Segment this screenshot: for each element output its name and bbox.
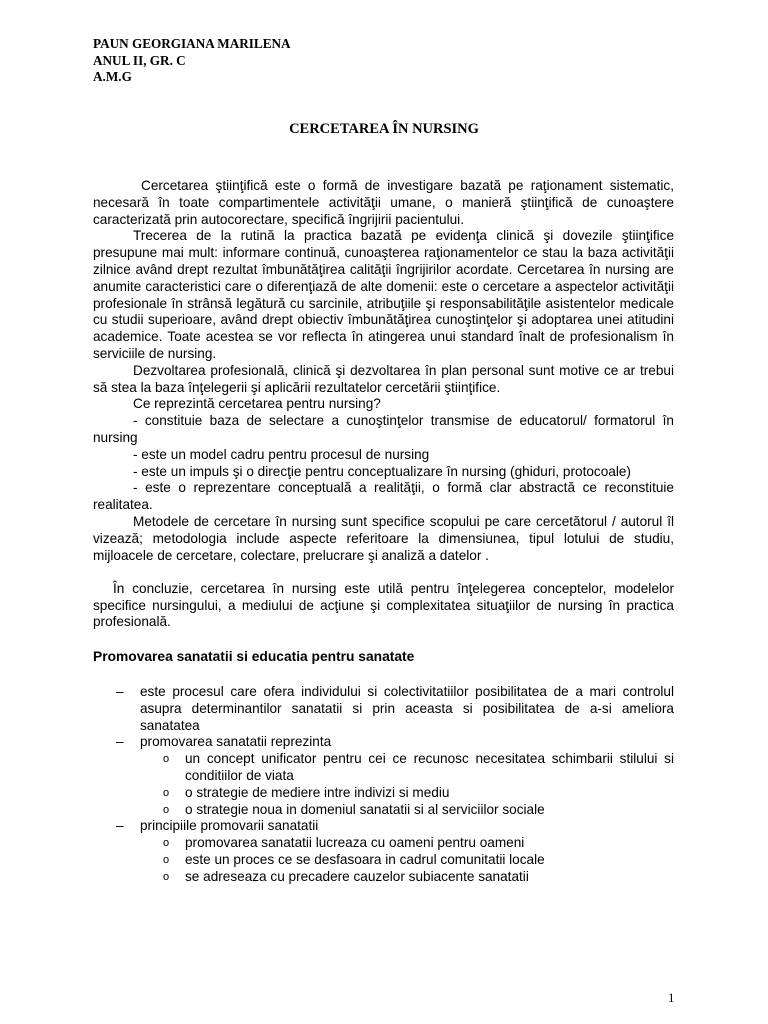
list-item: - este un model cadru pentru procesul de nursing — [133, 446, 430, 462]
paragraph: Ce reprezintă cercetarea pentru nursing? — [133, 396, 381, 412]
sub-list-item — [93, 751, 674, 785]
list-item: - constituie baza de selectare a cunoştinţelor transmise de educatorul/ formatorul în nursing — [93, 413, 674, 445]
sub-list-item — [93, 869, 674, 886]
list-item: - este un impuls şi o direcţie pentru conceptualizare în nursing (ghiduri, protocoale) — [133, 463, 631, 479]
sub-list-item-text: se adreseaza cu precadere cauzelor subiacente sanatatii — [185, 868, 529, 884]
paragraph: Metodele de cercetare în nursing sunt specifice scopului pe care cercetătorul / autorul îl vizează; metodologia include aspecte referitoare la dimensiunea, tipul lotului de studiu, mijloacele de cercetare, colectare, prelucrare şi analiză a datelor . — [93, 513, 674, 563]
author-name: PAUN GEORGIANA MARILENA — [93, 36, 291, 51]
sub-list-item-text: un concept unificator pentru cei ce recunosc necesitatea schimbarii stilului si conditiilor de viata — [185, 751, 674, 783]
list-item-text: principiile promovarii sanatatii — [140, 818, 319, 834]
paragraph: În concluzie, cercetarea în nursing este utilă pentru înţelegerea conceptelor, modelelor specifice nursingului, a mediului de acţiune şi complexitatea situaţiilor de nursing în practica profesională. — [93, 580, 674, 630]
school-name: A.M.G — [93, 69, 132, 84]
list-item: - este o reprezentare conceptuală a realităţii, o formă clar abstractă ce reconstituie realitatea. — [93, 480, 674, 513]
sub-list — [140, 751, 674, 818]
dash-marker: – — [116, 684, 124, 700]
circle-bullet: o — [163, 753, 170, 766]
author-header — [93, 36, 291, 86]
dash-marker: – — [116, 818, 124, 834]
sub-list-item-text: promovarea sanatatii lucreaza cu oameni pentru oameni — [185, 835, 525, 851]
dash-marker: – — [116, 734, 124, 750]
sub-list-item — [93, 785, 674, 802]
circle-bullet: o — [163, 853, 170, 866]
list-item — [93, 818, 674, 885]
document-body — [93, 178, 674, 886]
sub-list-item — [93, 852, 674, 869]
page-number: 1 — [668, 990, 675, 1005]
sub-list-item — [93, 802, 674, 819]
circle-bullet: o — [163, 803, 170, 816]
list-item — [93, 734, 674, 818]
list-item-text: este procesul care ofera individului si colectivitatiilor posibilitatea de a mari controlul asupra determinantilor sanatatii si prin aceasta si posibilitatea de a-si ameliora sanatatea — [140, 684, 674, 733]
section-heading: Promovarea sanatatii si educatia pentru sanatate — [93, 649, 415, 665]
sub-list-item-text: o strategie de mediere intre indivizi si mediu — [185, 784, 450, 800]
circle-bullet: o — [163, 786, 170, 799]
sub-list-item-text: o strategie noua in domeniul sanatatii si al serviciilor sociale — [185, 801, 545, 817]
health-promotion-list — [93, 684, 674, 886]
sub-list — [140, 835, 674, 885]
sub-list-item — [93, 835, 674, 852]
paragraph: Cercetarea ştiinţifică este o formă de investigare bazată pe raţionament sistematic, necesară în toate compartimentele activităţii umane, o manieră ştiinţifică de cunoaştere caracterizată prin autocorectare, specifică îngrijirii pacientului. — [93, 178, 674, 227]
paragraph: Dezvoltarea profesională, clinică şi dezvoltarea în plan personal sunt motive ce ar trebui să stea la baza înţelegerii şi aplicării rezultatelor cercetării ştiinţifice. — [93, 362, 674, 395]
circle-bullet: o — [163, 837, 170, 850]
paragraph: Trecerea de la rutină la practica bazată pe evidenţa clinică şi dovezile ştiinţifice presupune mai mult: informare continuă, cunoaşterea raţionamentelor ce stau la baza activităţii zilnice având drept rezultat îmbunătăţirea calităţii îngrijirilor acordate. Cercetarea în nursing are anumite caracteristici care o diferenţiază de alte domenii: este o cercetare a aspectelor activităţii profesionale în strânsă legătură cu sarcinile, atribuţiile şi responsabilităţile asistentelor medicale cu studii superioare, având drept obiectiv îmbunătăţirea cunoştinţelor şi adoptarea unei atitudini academice. Toate acestea se vor reflecta în atingerea unui standard înalt de profesionalism în serviciile de nursing. — [93, 228, 674, 361]
list-item-text: promovarea sanatatii reprezinta — [140, 734, 332, 750]
year-group: ANUL II, GR. C — [93, 52, 186, 68]
sub-list-item-text: este un proces ce se desfasoara in cadrul comunitatii locale — [185, 851, 545, 867]
circle-bullet: o — [163, 870, 170, 883]
list-item — [93, 684, 674, 734]
document-title: CERCETAREA ÎN NURSING — [289, 121, 479, 137]
